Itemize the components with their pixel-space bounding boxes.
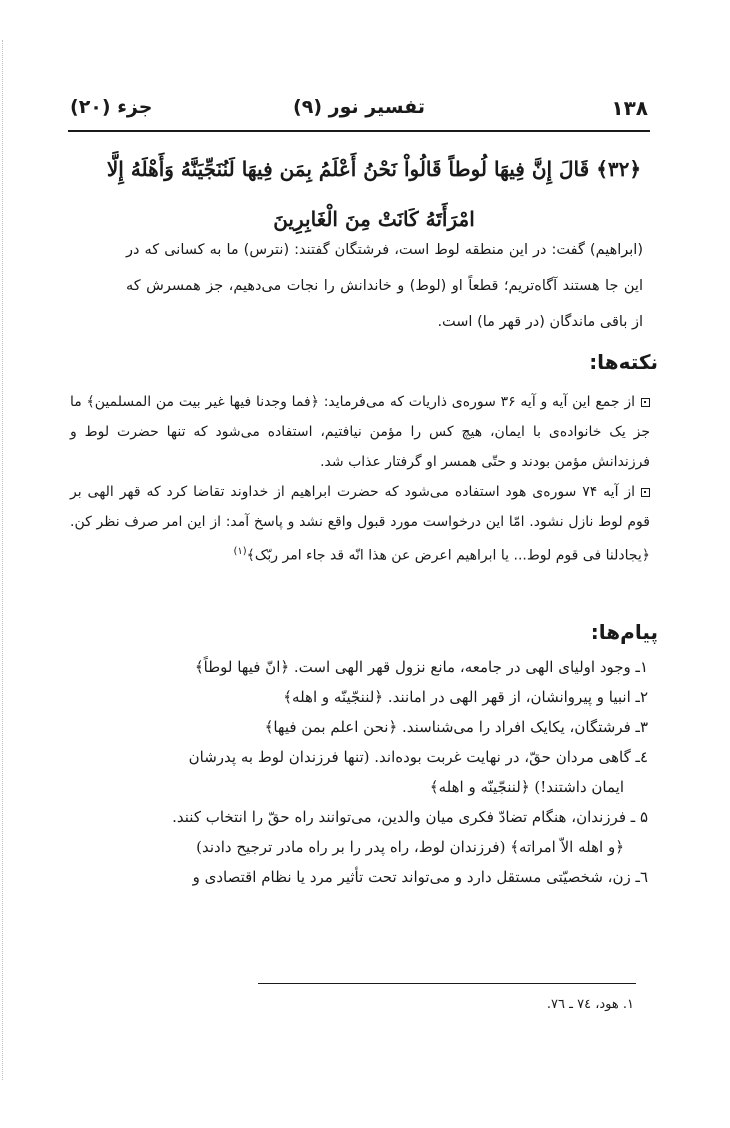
footnote: ۱. هود، ۷٤ ـ ۷٦. (546, 997, 634, 1012)
square-bullet-icon (641, 488, 650, 497)
square-bullet-icon (641, 398, 650, 407)
quran-verse (104, 144, 644, 244)
notes-heading: نکته‌ها: (589, 350, 658, 374)
notes-section (70, 387, 650, 571)
note-item (70, 387, 650, 477)
part-label: جزء (۲۰) (70, 96, 153, 118)
message-item: ۵ ـ فرزندان، هنگام تضادّ فکری میان والدین، می‌توانند راه حقّ را انتخاب کنند. (172, 808, 648, 826)
message-item: ٦ـ زن، شخصیّتی مستقل دارد و می‌تواند تحت تأثیر مرد یا نظام اقتصادی و (192, 868, 648, 886)
verse-number: ﴿۳۲﴾ (596, 157, 642, 181)
page-header (70, 96, 648, 126)
message-item: ۲ـ انبیا و پیروانشان، از قهر الهی در امانند. ﴿لننجّینّه و اهله﴾ (283, 688, 648, 706)
note-item (70, 477, 650, 571)
note-text: از جمع این آیه و آیه ۳۶ سوره‌ی ذاریات که می‌فرماید: ﴿فما وجدنا فیها غیر بیت من المسلمین﴾ ما جز یک خانواده‌ی با ایمان، هیچ کس را مؤمن نیافتیم، استفاده می‌شود که تنها حضرت لوط و فرزندانش مؤمن بودند و حتّی همسر او گرفتار عذاب شد. (70, 394, 650, 470)
book-title: تفسیر نور (۹) (293, 96, 425, 118)
verse-text: قَالَ إِنَّ فِيهَا لُوطاً قَالُواْ نَحْنُ أَعْلَمُ بِمَن فِيهَا لَنُنَجِّيَنَّهُ وَأَهْلَهُ إِلَّا امْرَأَتَهُ كَانَتْ مِنَ الْغَابِرِينَ (106, 157, 590, 231)
footnote-marker: (۱) (233, 546, 247, 557)
messages-heading: پیام‌ها: (590, 620, 658, 644)
verse-translation: (ابراهیم) گفت: در این منطقه لوط است، فرشتگان گفتند: (نترس) ما به کسانی که در این جا هستند آگاه‌تریم؛ قطعاً او (لوط) و خاندانش را نجات می‌دهیم، جز همسرش که از باقی ماندگان (در قهر ما) است. (126, 242, 643, 330)
footnote-divider (258, 983, 636, 984)
messages-section (68, 652, 648, 892)
message-item: ٤ـ گاهی مردان حقّ، در نهایت غربت بوده‌اند. (تنها فرزندان لوط به پدرشان (188, 748, 648, 766)
scan-edge-line (2, 40, 4, 1080)
message-continuation: ﴿و اهله الاّ امراته﴾ (فرزندان لوط، راه پدر را بر راه مادر ترجیح دادند) (196, 838, 624, 856)
message-item: ۱ـ وجود اولیای الهی در جامعه، مانع نزول قهر الهی است. ﴿انّ فیها لوطاً﴾ (194, 658, 648, 676)
header-divider (68, 130, 650, 132)
message-item: ۳ـ فرشتگان، یکایک افراد را می‌شناسند. ﴿نحن اعلم بمن فیها﴾ (264, 718, 648, 736)
page-number: ۱۳۸ (611, 96, 648, 120)
note-text: از آیه ۷۴ سوره‌ی هود استفاده می‌شود که حضرت ابراهیم از خداوند تقاضا کرد که قهر الهی بر قوم لوط نازل نشود. امّا این درخواست مورد قبول واقع نشد و پاسخ آمد: از این امر صرف نظر کن. ﴿یجادلنا فی قوم لوط... یا ابراهیم اعرض عن هذا انّه قد جاء امر ربّک﴾ (70, 484, 650, 564)
message-continuation: ایمان داشتند!) ﴿لننجّینّه و اهله﴾ (429, 778, 624, 796)
